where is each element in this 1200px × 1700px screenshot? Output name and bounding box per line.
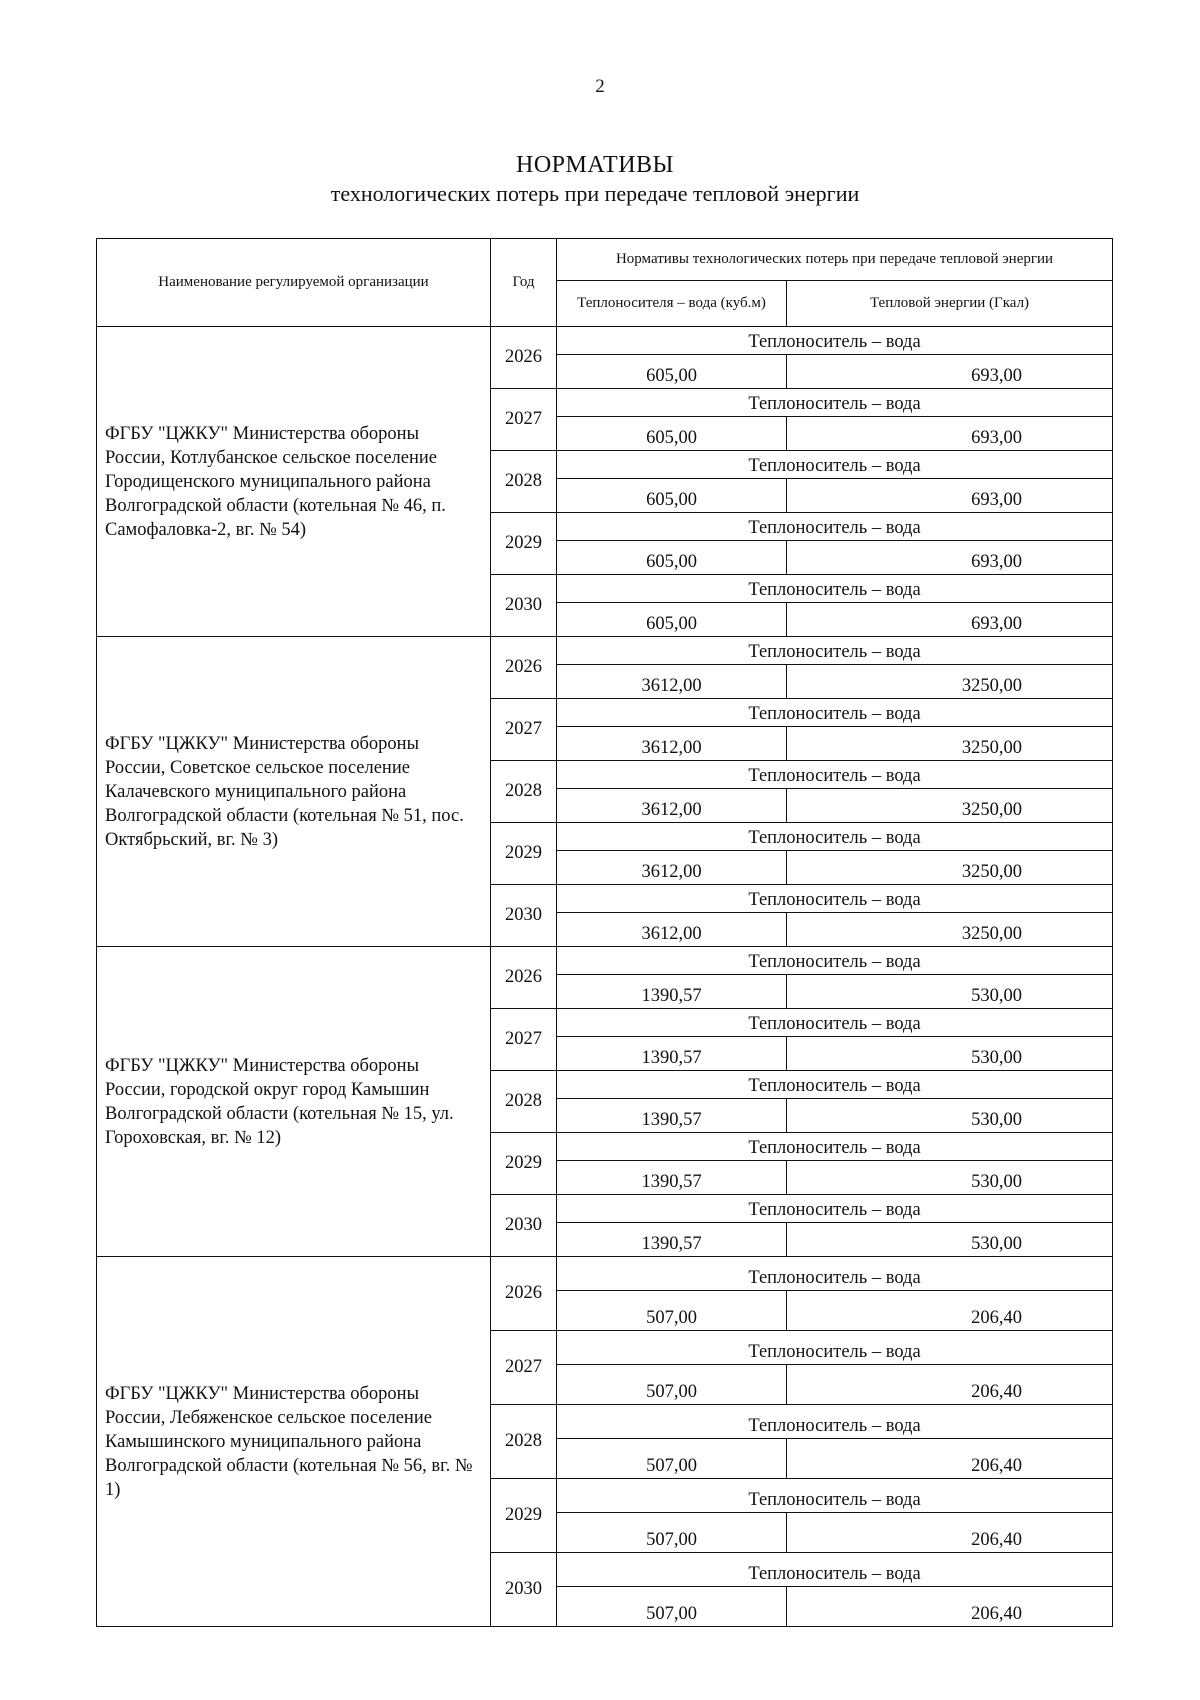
carrier-cell: Теплоноситель – вода <box>557 1071 1113 1099</box>
title-block <box>0 150 1190 208</box>
year-cell: 2027 <box>491 1009 557 1071</box>
year-cell: 2026 <box>491 947 557 1009</box>
coolant-value: 507,00 <box>557 1513 787 1553</box>
heat-value: 530,00 <box>787 1223 1113 1257</box>
heat-value: 693,00 <box>787 355 1113 389</box>
org-group-2 <box>97 637 1113 947</box>
carrier-cell: Теплоноситель – вода <box>557 699 1113 727</box>
coolant-value: 507,00 <box>557 1439 787 1479</box>
heat-value: 530,00 <box>787 1099 1113 1133</box>
carrier-cell: Теплоноситель – вода <box>557 885 1113 913</box>
coolant-value: 3612,00 <box>557 665 787 699</box>
heat-value: 3250,00 <box>787 727 1113 761</box>
heat-value: 206,40 <box>787 1439 1113 1479</box>
norms-table <box>96 238 1113 1627</box>
year-cell: 2026 <box>491 637 557 699</box>
carrier-cell: Теплоноситель – вода <box>557 513 1113 541</box>
carrier-cell: Теплоноситель – вода <box>557 1405 1113 1439</box>
coolant-value: 3612,00 <box>557 851 787 885</box>
page-number: 2 <box>595 76 605 97</box>
heat-value: 693,00 <box>787 541 1113 575</box>
carrier-cell: Теплоноситель – вода <box>557 451 1113 479</box>
carrier-cell: Теплоноситель – вода <box>557 1257 1113 1291</box>
carrier-cell: Теплоноситель – вода <box>557 1479 1113 1513</box>
heat-value: 206,40 <box>787 1513 1113 1553</box>
year-cell: 2026 <box>491 327 557 389</box>
org-name: ФГБУ "ЦЖКУ" Министерства обороны России, Лебяженское сельское поселение Камышинского муниципального района Волгоградской области (котельная № 56, вг. № 1) <box>97 1257 491 1627</box>
org-name: ФГБУ "ЦЖКУ" Министерства обороны России, Котлубанское сельское поселение Городищенского муниципального района Волгоградской области (котельная № 46, п. Самофаловка-2, вг. № 54) <box>97 327 491 637</box>
coolant-value: 1390,57 <box>557 1037 787 1071</box>
carrier-cell: Теплоноситель – вода <box>557 1009 1113 1037</box>
heat-value: 693,00 <box>787 417 1113 451</box>
year-cell: 2028 <box>491 1071 557 1133</box>
carrier-cell: Теплоноситель – вода <box>557 1331 1113 1365</box>
org-name: ФГБУ "ЦЖКУ" Министерства обороны России, Советское сельское поселение Калачевского муниципального района Волгоградской области (котельная № 51, пос. Октябрьский, вг. № 3) <box>97 637 491 947</box>
coolant-value: 507,00 <box>557 1587 787 1627</box>
carrier-cell: Теплоноситель – вода <box>557 1195 1113 1223</box>
year-cell: 2026 <box>491 1257 557 1331</box>
coolant-value: 605,00 <box>557 417 787 451</box>
heat-value: 206,40 <box>787 1365 1113 1405</box>
carrier-cell: Теплоноситель – вода <box>557 823 1113 851</box>
coolant-value: 605,00 <box>557 355 787 389</box>
heat-value: 530,00 <box>787 975 1113 1009</box>
year-cell: 2029 <box>491 823 557 885</box>
coolant-value: 507,00 <box>557 1365 787 1405</box>
header-heat: Тепловой энергии (Гкал) <box>787 281 1113 327</box>
carrier-cell: Теплоноситель – вода <box>557 637 1113 665</box>
carrier-cell: Теплоноситель – вода <box>557 947 1113 975</box>
coolant-value: 3612,00 <box>557 789 787 823</box>
page-subtitle: технологических потерь при передаче тепловой энергии <box>330 181 860 206</box>
org-group-3 <box>97 947 1113 1257</box>
year-cell: 2027 <box>491 1331 557 1405</box>
coolant-value: 1390,57 <box>557 1161 787 1195</box>
year-cell: 2030 <box>491 575 557 637</box>
year-cell: 2027 <box>491 699 557 761</box>
heat-value: 3250,00 <box>787 851 1113 885</box>
year-cell: 2027 <box>491 389 557 451</box>
coolant-value: 1390,57 <box>557 1099 787 1133</box>
heat-value: 3250,00 <box>787 665 1113 699</box>
org-group-1 <box>97 327 1113 637</box>
coolant-value: 3612,00 <box>557 727 787 761</box>
coolant-value: 507,00 <box>557 1291 787 1331</box>
year-cell: 2029 <box>491 513 557 575</box>
carrier-cell: Теплоноситель – вода <box>557 327 1113 355</box>
heat-value: 206,40 <box>787 1587 1113 1627</box>
coolant-value: 3612,00 <box>557 913 787 947</box>
year-cell: 2029 <box>491 1133 557 1195</box>
coolant-value: 605,00 <box>557 479 787 513</box>
carrier-cell: Теплоноситель – вода <box>557 761 1113 789</box>
year-cell: 2028 <box>491 451 557 513</box>
carrier-cell: Теплоноситель – вода <box>557 575 1113 603</box>
heat-value: 693,00 <box>787 603 1113 637</box>
coolant-value: 1390,57 <box>557 975 787 1009</box>
carrier-cell: Теплоноситель – вода <box>557 1133 1113 1161</box>
year-cell: 2030 <box>491 1195 557 1257</box>
carrier-cell: Теплоноситель – вода <box>557 1553 1113 1587</box>
header-coolant: Теплоносителя – вода (куб.м) <box>557 281 787 327</box>
org-name: ФГБУ "ЦЖКУ" Министерства обороны России, городской округ город Камышин Волгоградской области (котельная № 15, ул. Гороховская, вг. № 12) <box>97 947 491 1257</box>
header-year: Год <box>491 239 557 327</box>
coolant-value: 1390,57 <box>557 1223 787 1257</box>
coolant-value: 605,00 <box>557 541 787 575</box>
year-cell: 2029 <box>491 1479 557 1553</box>
heat-value: 530,00 <box>787 1161 1113 1195</box>
heat-value: 206,40 <box>787 1291 1113 1331</box>
year-cell: 2030 <box>491 1553 557 1627</box>
heat-value: 3250,00 <box>787 913 1113 947</box>
org-group-4 <box>97 1257 1113 1627</box>
header-norms-group: Нормативы технологических потерь при передаче тепловой энергии <box>557 239 1113 281</box>
heat-value: 693,00 <box>787 479 1113 513</box>
carrier-cell: Теплоноситель – вода <box>557 389 1113 417</box>
year-cell: 2028 <box>491 1405 557 1479</box>
page-title: НОРМАТИВЫ <box>515 152 674 178</box>
coolant-value: 605,00 <box>557 603 787 637</box>
header-organization: Наименование регулируемой организации <box>97 239 491 327</box>
year-cell: 2028 <box>491 761 557 823</box>
year-cell: 2030 <box>491 885 557 947</box>
heat-value: 530,00 <box>787 1037 1113 1071</box>
heat-value: 3250,00 <box>787 789 1113 823</box>
